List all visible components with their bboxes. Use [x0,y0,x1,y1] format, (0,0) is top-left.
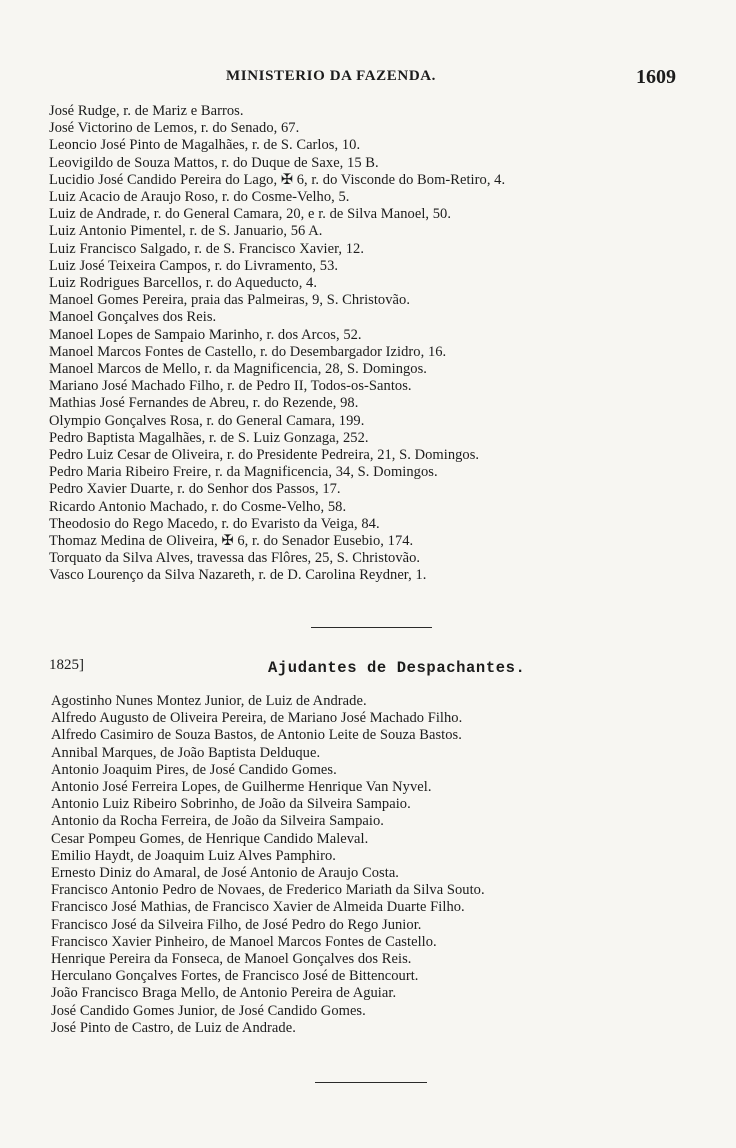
ajudantes-list [51,693,485,1037]
list-item: Ernesto Diniz do Amaral, de José Antonio de Araujo Costa. [51,865,399,882]
section-divider [311,627,432,628]
list-item: Herculano Gonçalves Fortes, de Francisco José de Bittencourt. [51,968,419,985]
list-item: Lucidio José Candido Pereira do Lago, ✠ 6, r. do Visconde do Bom-Retiro, 4. [49,171,506,188]
list-item: José Victorino de Lemos, r. do Senado, 67. [49,120,300,137]
list-item: Luiz Antonio Pimentel, r. de S. Januario, 56 A. [49,223,323,240]
list-item: Manoel Marcos Fontes de Castello, r. do Desembargador Izidro, 16. [49,343,447,360]
list-item: Leovigildo de Souza Mattos, r. do Duque de Saxe, 15 B. [49,154,379,171]
running-head: MINISTERIO DA FAZENDA. [226,68,437,84]
list-item: Annibal Marques, de João Baptista Delduque. [51,744,321,761]
list-item: Manoel Lopes de Sampaio Marinho, r. dos Arcos, 52. [49,326,362,343]
list-item: Olympio Gonçalves Rosa, r. do General Camara, 199. [49,412,365,429]
list-item: Antonio José Ferreira Lopes, de Guilherme Henrique Van Nyvel. [51,779,432,796]
list-item: Vasco Lourenço da Silva Nazareth, r. de D. Carolina Reydner, 1. [49,567,427,584]
list-item: Torquato da Silva Alves, travessa das Flôres, 25, S. Christovão. [49,550,421,567]
list-item: Francisco José da Silveira Filho, de José Pedro do Rego Junior. [51,916,422,933]
list-item: Francisco Antonio Pedro de Novaes, de Frederico Mariath da Silva Souto. [51,882,485,899]
list-item: Manoel Gonçalves dos Reis. [49,309,217,326]
section-number: 1825] [49,657,84,673]
list-item: Manoel Gomes Pereira, praia das Palmeiras, 9, S. Christovão. [49,292,410,309]
list-item: Francisco Xavier Pinheiro, de Manoel Marcos Fontes de Castello. [51,933,437,950]
directory-list [49,103,505,585]
list-item: Luiz José Teixeira Campos, r. do Livramento, 53. [49,257,339,274]
list-item: Henrique Pereira da Fonseca, de Manoel Gonçalves dos Reis. [51,951,412,968]
list-item: Mathias José Fernandes de Abreu, r. do Rezende, 98. [49,395,359,412]
list-item: Ricardo Antonio Machado, r. do Cosme-Velho, 58. [49,498,347,515]
list-item: Luiz Rodrigues Barcellos, r. do Aqueducto, 4. [49,275,318,292]
list-item: Thomaz Medina de Oliveira, ✠ 6, r. do Senador Eusebio, 174. [49,533,414,550]
end-divider [315,1082,427,1083]
list-item: Emilio Haydt, de Joaquim Luiz Alves Pamphiro. [51,847,336,864]
list-item: Luiz de Andrade, r. do General Camara, 20, e r. de Silva Manoel, 50. [49,206,452,223]
page-number: 1609 [636,66,676,88]
list-item: Agostinho Nunes Montez Junior, de Luiz de Andrade. [51,693,367,709]
list-item: Theodosio do Rego Macedo, r. do Evaristo da Veiga, 84. [49,515,380,532]
list-item: João Francisco Braga Mello, de Antonio Pereira de Aguiar. [51,985,397,1002]
list-item: Cesar Pompeu Gomes, de Henrique Candido Maleval. [51,830,369,847]
list-item: Pedro Xavier Duarte, r. do Senhor dos Passos, 17. [49,481,341,498]
list-item: Manoel Marcos de Mello, r. da Magnificencia, 28, S. Domingos. [49,361,427,378]
list-item: Pedro Baptista Magalhães, r. de S. Luiz Gonzaga, 252. [49,429,369,446]
list-item: Luiz Francisco Salgado, r. de S. Francisco Xavier, 12. [49,240,365,257]
list-item: José Pinto de Castro, de Luiz de Andrade. [51,1019,296,1036]
list-item: Antonio Luiz Ribeiro Sobrinho, de João da Silveira Sampaio. [51,796,411,813]
list-item: Leoncio José Pinto de Magalhães, r. de S. Carlos, 10. [49,137,361,154]
list-item: Luiz Acacio de Araujo Roso, r. do Cosme-Velho, 5. [49,189,350,206]
list-item: José Candido Gomes Junior, de José Candido Gomes. [51,1002,366,1019]
list-item: Mariano José Machado Filho, r. de Pedro II, Todos-os-Santos. [49,378,412,395]
list-item: Antonio Joaquim Pires, de José Candido Gomes. [51,761,337,778]
list-item: Pedro Maria Ribeiro Freire, r. da Magnificencia, 34, S. Domingos. [49,464,438,481]
list-item: Francisco José Mathias, de Francisco Xavier de Almeida Duarte Filho. [51,899,465,916]
list-item: Pedro Luiz Cesar de Oliveira, r. do Presidente Pedreira, 21, S. Domingos. [49,447,480,464]
list-item: Alfredo Augusto de Oliveira Pereira, de Mariano José Machado Filho. [51,710,463,727]
section-title: Ajudantes de Despachantes. [268,659,526,677]
list-item: José Rudge, r. de Mariz e Barros. [49,103,244,119]
list-item: Alfredo Casimiro de Souza Bastos, de Antonio Leite de Souza Bastos. [51,727,462,744]
list-item: Antonio da Rocha Ferreira, de João da Silveira Sampaio. [51,813,384,830]
